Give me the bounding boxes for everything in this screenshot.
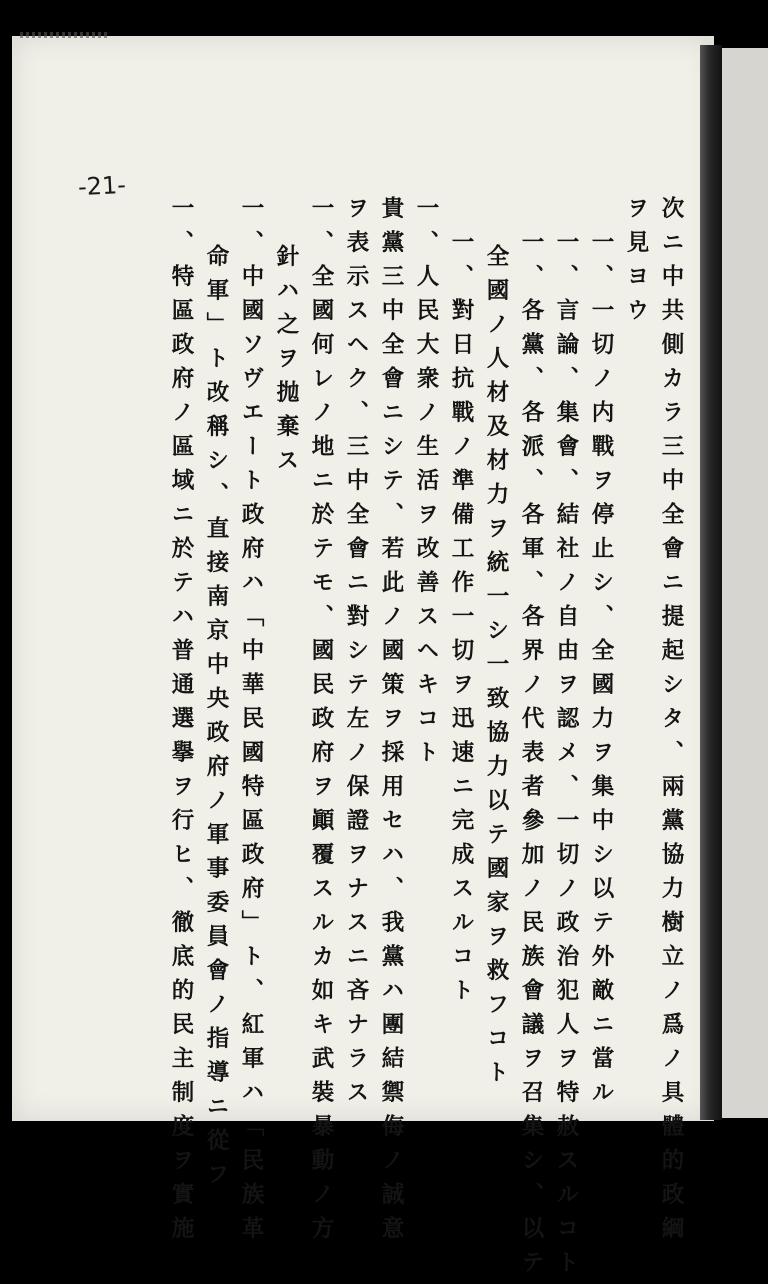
text-column: 一、中國ソヴエート政府ハ「中華民國特區政府」ト、紅軍ハ「民族革 xyxy=(238,196,264,1250)
text-column: 一、一切ノ内戰ヲ停止シ、全國力ヲ集中シ以テ外敵ニ當ル xyxy=(588,230,614,1114)
text-column: ヲ見ヨウ xyxy=(623,196,649,332)
book-binding xyxy=(700,45,722,1120)
scan-artifact xyxy=(20,32,110,38)
text-column: 次ニ中共側カラ三中全會ニ提起シタ、兩黨協力樹立ノ爲ノ具體的政綱 xyxy=(658,196,684,1250)
text-column: 全國ノ人材及材力ヲ統一シ一致協力以テ國家ヲ救フコト xyxy=(483,244,509,1094)
text-column: ヲ表示スヘク、三中全會ニ對シテ左ノ保證ヲナスニ吝ナラス xyxy=(343,196,369,1114)
text-column: 一、對日抗戰ノ準備工作一切ヲ迅速ニ完成スルコト xyxy=(448,230,474,1012)
text-column: 一、各黨、各派、各軍、各界ノ代表者參加ノ民族會議ヲ召集シ、以テ xyxy=(518,230,544,1284)
adjacent-page xyxy=(722,48,768,1118)
text-column: 貴黨三中全會ニシテ、若此ノ國策ヲ採用セハ、我黨ハ團結禦侮ノ誠意 xyxy=(378,196,404,1250)
page-number: -21- xyxy=(77,170,127,202)
text-column: 一、言論、集會、結社ノ自由ヲ認メ、一切ノ政治犯人ヲ特赦スルコト xyxy=(553,230,579,1284)
text-column: 一、特區政府ノ區域ニ於テハ普通選擧ヲ行ヒ、徹底的民主制度ヲ實施 xyxy=(168,196,194,1250)
text-column: 針ハ之ヲ抛棄ス xyxy=(273,244,299,482)
text-column: 一、全國何レノ地ニ於テモ、國民政府ヲ顚覆スルカ如キ武裝暴動ノ方 xyxy=(308,196,334,1250)
vertical-body-text xyxy=(163,196,688,1284)
text-column: 命軍」ト改稱シ、直接南京中央政府ノ軍事委員會ノ指導ニ從フ xyxy=(203,244,229,1196)
text-column: 一、人民大衆ノ生活ヲ改善スヘキコト xyxy=(413,196,439,774)
